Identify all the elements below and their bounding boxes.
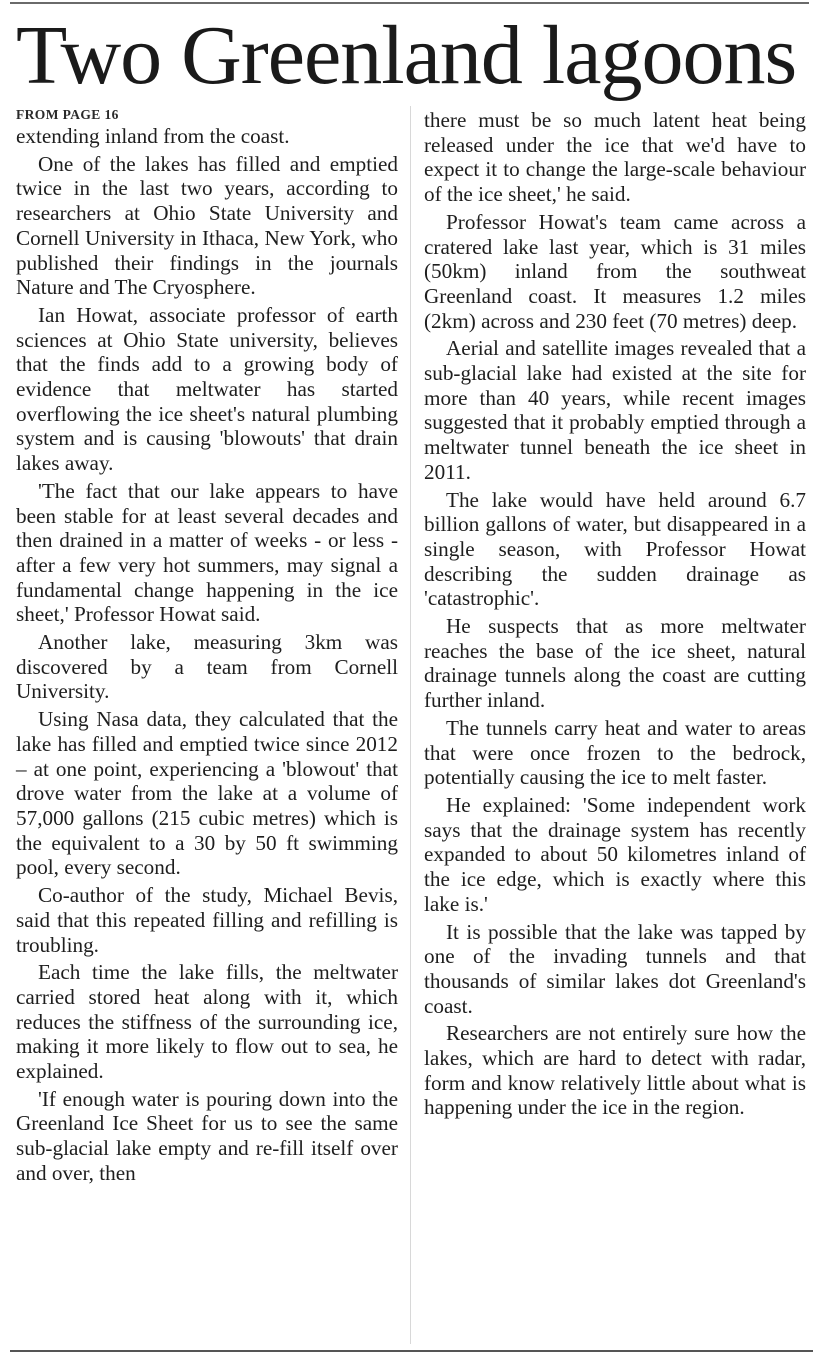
paragraph: Co-author of the study, Michael Bevis, said that this repeated filling and refilling is troubling. [16, 883, 398, 957]
paragraph: 'If enough water is pouring down into the Greenland Ice Sheet for us to see the same sub-glacial lake empty and re-fill itself over and over, then [16, 1086, 398, 1185]
paragraph: Each time the lake fills, the meltwater carried stored heat along with it, which reduces the stiffness of the surrounding ice, making it more likely to flow out to sea, he explained. [16, 960, 398, 1084]
paragraph: The tunnels carry heat and water to areas that were once frozen to the bedrock, potentially causing the ice to melt faster. [424, 715, 806, 790]
paragraph: The lake would have held around 6.7 billion gallons of water, but disappeared in a single season, with Professor Howat describing the sudden drainage as 'catastrophic'. [424, 487, 806, 611]
paragraph: 'The fact that our lake appears to have been stable for at least several decades and then drained in a matter of weeks - or less - after a few very hot summers, may signal a fundamental change happening in the ice sheet,' Professor Howat said. [16, 478, 398, 627]
paragraph: extending inland from the coast. [16, 124, 290, 148]
paragraph: Ian Howat, associate professor of earth sciences at Ohio State university, believes that the finds add to a growing body of evidence that meltwater has started overflowing the ice sheet's natural plumbing system and is causing 'blowouts' that drain lakes away. [16, 302, 398, 476]
headline: Two Greenland lagoons [16, 9, 797, 102]
paragraph: Another lake, measuring 3km was discovered by a team from Cornell University. [16, 630, 398, 704]
right-column [424, 108, 806, 1123]
paragraph: Researchers are not entirely sure how the lakes, which are hard to detect with radar, form and know relatively little about what is happening under the ice in the region. [424, 1021, 806, 1120]
paragraph: Professor Howat's team came across a cratered lake last year, which is 31 miles (50km) inland from the southweat Greenland coast. It measures 1.2 miles (2km) across and 230 feet (70 metres) deep. [424, 209, 806, 333]
paragraph: One of the lakes has filled and emptied twice in the last two years, according to researchers at Ohio State University and Cornell University in Ithaca, New York, who published their findings in the journals Nature and The Cryosphere. [16, 151, 398, 300]
paragraph: Aerial and satellite images revealed that a sub-glacial lake had existed at the site for more than 40 years, while recent images suggested that it probably emptied through a meltwater tunnel beneath the ice sheet in 2011. [424, 336, 806, 484]
paragraph: He explained: 'Some independent work says that the drainage system has recently expanded to about 50 kilometres inland of the ice edge, which is exactly where this lake is.' [424, 792, 806, 916]
continuation-kicker: FROM PAGE 16 [16, 107, 119, 122]
paragraph: there must be so much latent heat being released under the ice that we'd have to expect it to change the large-scale behaviour of the ice sheet,' he said. [424, 108, 806, 207]
column-divider [410, 106, 411, 1344]
paragraph: Using Nasa data, they calculated that the lake has filled and emptied twice since 2012 – at one point, experiencing a 'blowout' that drove water from the lake at a volume of 57,000 gallons (215 cubic metres) which is the equivalent to a 30 by 50 ft swimming pool, every second. [16, 707, 398, 880]
left-column [16, 106, 398, 1189]
top-rule [10, 2, 809, 4]
paragraph: It is possible that the lake was tapped by one of the invading tunnels and that thousands of similar lakes dot Greenland's coast. [424, 919, 806, 1018]
paragraph: He suspects that as more meltwater reaches the base of the ice sheet, natural drainage tunnels along the coast are cutting further inland. [424, 614, 806, 713]
bottom-rule [10, 1350, 813, 1352]
